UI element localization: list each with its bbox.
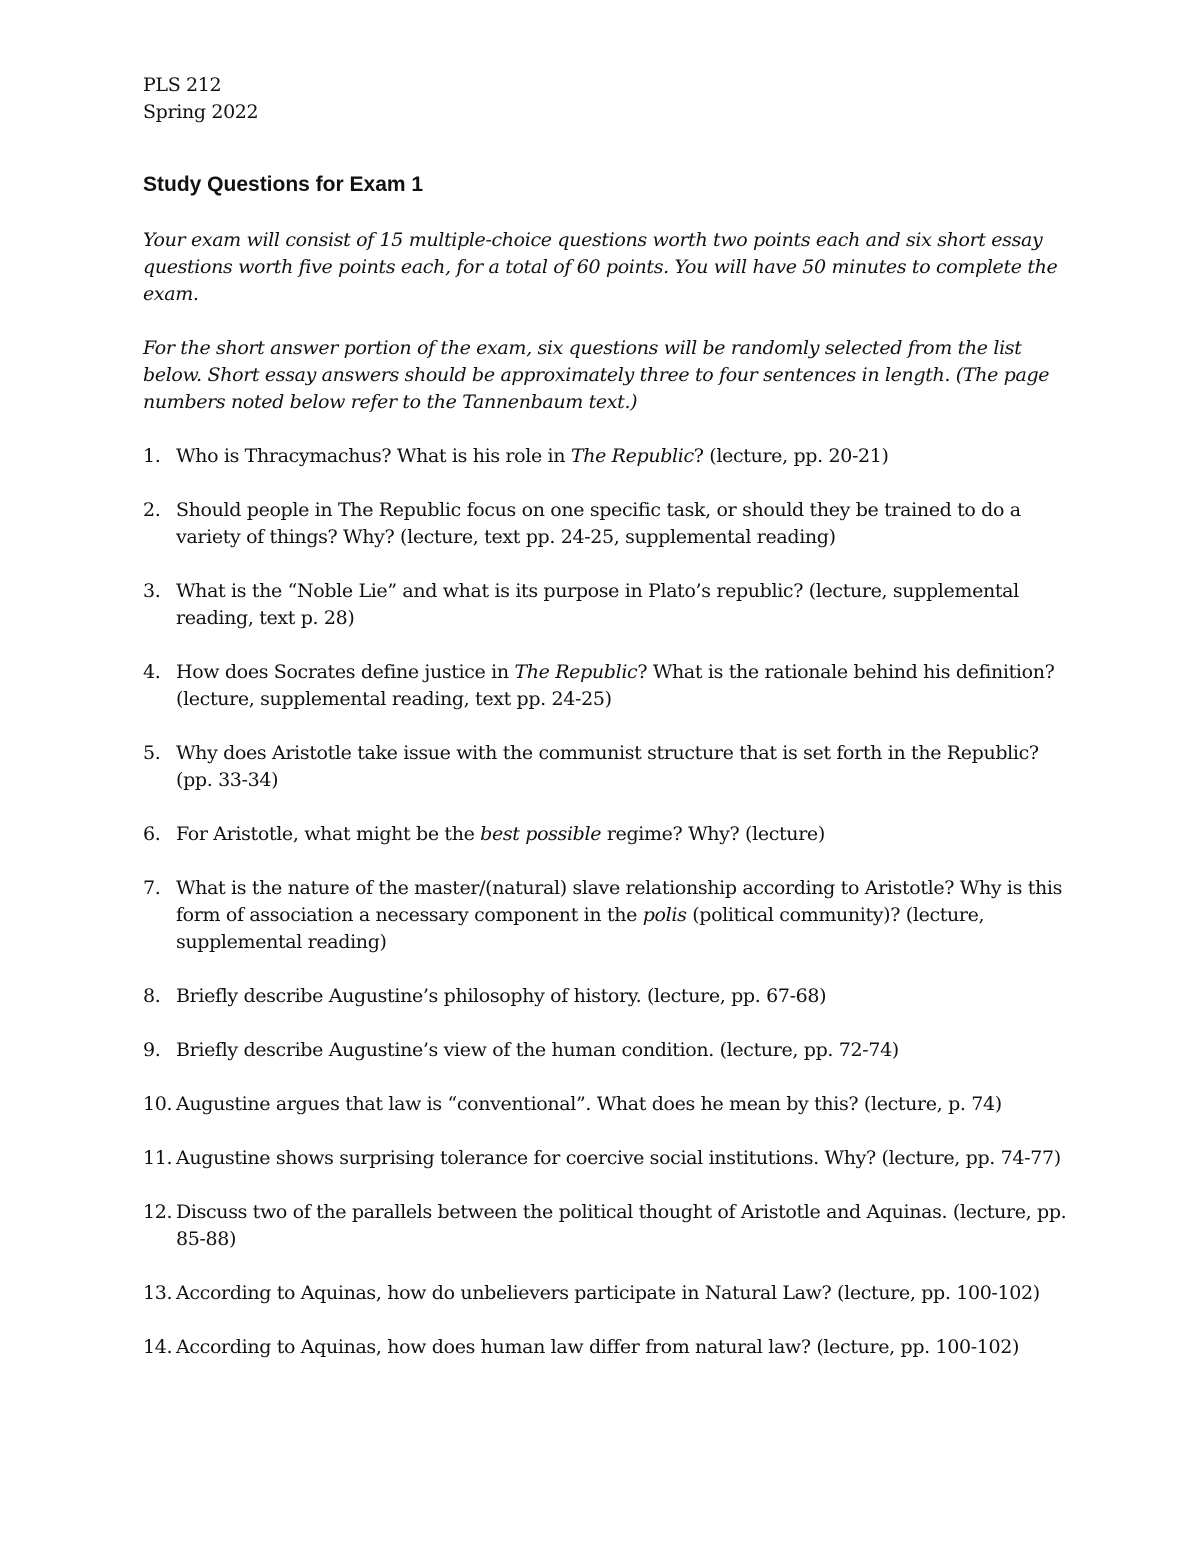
question-text: What is the “Noble Lie” and what is its purpose in Plato’s republic? (lecture, supplemental reading, text p. 28) [176, 580, 1019, 629]
question-item [143, 1145, 1073, 1172]
question-number: 5. [143, 742, 161, 764]
question-text: Augustine argues that law is “conventional”. What does he mean by this? (lecture, p. 74) [176, 1093, 1002, 1115]
question-number: 14. [143, 1336, 173, 1358]
question-text: Augustine shows surprising tolerance for coercive social institutions. Why? (lecture, pp. 74-77) [176, 1147, 1061, 1169]
question-number: 2. [143, 499, 161, 521]
question-text: Who is Thracymachus? What is his role in The Republic? (lecture, pp. 20-21) [176, 445, 889, 467]
intro-paragraph-short-answer: For the short answer portion of the exam, six questions will be randomly selected from the list below. Short essay answers should be approximately three to four sentences in length. (The page numbers noted below refer to the Tannenbaum text.) [143, 337, 1050, 413]
question-text: Why does Aristotle take issue with the communist structure that is set forth in the Republic? (pp. 33-34) [176, 742, 1039, 791]
question-text: Briefly describe Augustine’s philosophy of history. (lecture, pp. 67-68) [176, 985, 827, 1007]
question-text: Discuss two of the parallels between the political thought of Aristotle and Aquinas. (lecture, pp. 85-88) [176, 1201, 1067, 1250]
term: Spring 2022 [143, 101, 259, 123]
question-item [143, 1334, 1073, 1361]
question-number: 11. [143, 1147, 173, 1169]
question-item [143, 578, 1073, 632]
question-number: 10. [143, 1093, 173, 1115]
question-number: 4. [143, 661, 161, 683]
italic-title: The Republic [514, 661, 638, 683]
question-item [143, 875, 1073, 956]
question-number: 6. [143, 823, 161, 845]
question-item [143, 1037, 1073, 1064]
question-text: According to Aquinas, how does human law differ from natural law? (lecture, pp. 100-102) [176, 1336, 1020, 1358]
question-item [143, 1199, 1073, 1253]
question-item [143, 740, 1073, 794]
question-item [143, 497, 1073, 551]
italic-term: polis [642, 904, 687, 926]
document-title: Study Questions for Exam 1 [143, 173, 424, 196]
question-number: 8. [143, 985, 161, 1007]
question-item [143, 821, 1073, 848]
italic-title: The Republic [570, 445, 694, 467]
document-header [143, 72, 1043, 126]
question-text: Briefly describe Augustine’s view of the human condition. (lecture, pp. 72-74) [176, 1039, 899, 1061]
question-text: How does Socrates define justice in The Republic? What is the rationale behind his definition? (lecture, supplemental reading, text pp. 24-25) [176, 661, 1055, 710]
question-text: Should people in The Republic focus on one specific task, or should they be trained to do a variety of things? Why? (lecture, text pp. 24-25, supplemental reading) [176, 499, 1021, 548]
question-item [143, 1091, 1073, 1118]
question-number: 1. [143, 445, 161, 467]
question-list [143, 443, 1073, 1388]
question-item [143, 443, 1073, 470]
question-item [143, 659, 1073, 713]
question-number: 12. [143, 1201, 173, 1223]
question-item [143, 983, 1073, 1010]
italic-phrase: best possible [480, 823, 602, 845]
intro-paragraph-exam-format: Your exam will consist of 15 multiple-choice questions worth two points each and six short essay questions worth five points each, for a total of 60 points. You will have 50 minutes to complete the exam. [143, 229, 1058, 305]
question-number: 9. [143, 1039, 161, 1061]
question-number: 7. [143, 877, 161, 899]
question-text: According to Aquinas, how do unbelievers participate in Natural Law? (lecture, pp. 100-102) [176, 1282, 1040, 1304]
question-number: 13. [143, 1282, 173, 1304]
question-number: 3. [143, 580, 161, 602]
course-code: PLS 212 [143, 74, 222, 96]
question-item [143, 1280, 1073, 1307]
question-text: For Aristotle, what might be the best possible regime? Why? (lecture) [176, 823, 825, 845]
question-text: What is the nature of the master/(natural) slave relationship according to Aristotle? Why is this form of association a necessary component in the polis (political community)? (lecture, supplemental reading) [176, 877, 1063, 953]
